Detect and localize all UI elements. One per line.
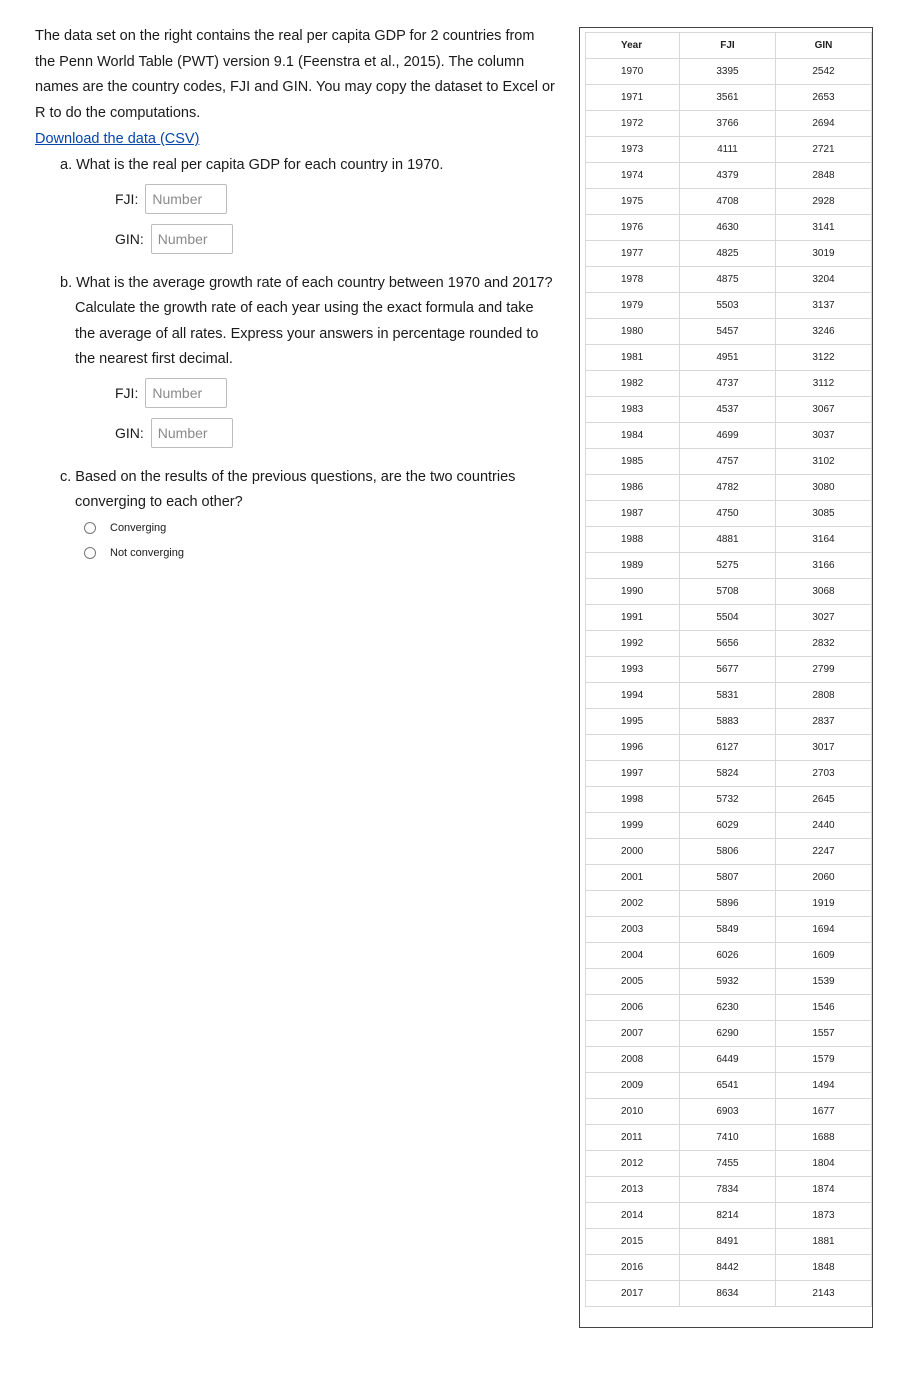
table-row <box>586 553 872 579</box>
header-fji: FJI <box>680 33 776 59</box>
cell-fji: 5807 <box>680 865 776 891</box>
cell-year: 1999 <box>586 813 680 839</box>
cell-year: 1984 <box>586 423 680 449</box>
cell-fji: 6127 <box>680 735 776 761</box>
table-body <box>586 59 872 1307</box>
question-b-fji-row <box>115 373 555 413</box>
cell-year: 1991 <box>586 605 680 631</box>
gdp-data-table <box>585 32 872 1307</box>
cell-year: 1976 <box>586 215 680 241</box>
cell-gin: 1919 <box>776 891 872 917</box>
cell-gin: 2694 <box>776 111 872 137</box>
cell-gin: 2542 <box>776 59 872 85</box>
cell-gin: 1881 <box>776 1229 872 1255</box>
cell-gin: 3068 <box>776 579 872 605</box>
cell-year: 1974 <box>586 163 680 189</box>
table-row <box>586 111 872 137</box>
cell-gin: 1694 <box>776 917 872 943</box>
question-a-gin-row <box>115 219 555 259</box>
cell-year: 2003 <box>586 917 680 943</box>
table-row <box>586 917 872 943</box>
cell-fji: 4699 <box>680 423 776 449</box>
cell-gin: 3137 <box>776 293 872 319</box>
cell-year: 2008 <box>586 1047 680 1073</box>
cell-year: 2014 <box>586 1203 680 1229</box>
cell-gin: 3019 <box>776 241 872 267</box>
cell-year: 1995 <box>586 709 680 735</box>
cell-fji: 8442 <box>680 1255 776 1281</box>
cell-year: 1986 <box>586 475 680 501</box>
table-row <box>586 735 872 761</box>
table-row <box>586 1229 872 1255</box>
cell-fji: 6026 <box>680 943 776 969</box>
cell-fji: 4875 <box>680 267 776 293</box>
cell-year: 1972 <box>586 111 680 137</box>
table-row <box>586 631 872 657</box>
cell-fji: 4757 <box>680 449 776 475</box>
cell-year: 1981 <box>586 345 680 371</box>
cell-gin: 3141 <box>776 215 872 241</box>
cell-year: 2005 <box>586 969 680 995</box>
radio-not-converging[interactable] <box>84 541 555 566</box>
cell-fji: 5806 <box>680 839 776 865</box>
cell-year: 2011 <box>586 1125 680 1151</box>
cell-year: 1988 <box>586 527 680 553</box>
cell-fji: 6029 <box>680 813 776 839</box>
cell-year: 1997 <box>586 761 680 787</box>
cell-year: 1998 <box>586 787 680 813</box>
cell-fji: 3561 <box>680 85 776 111</box>
cell-fji: 5883 <box>680 709 776 735</box>
cell-gin: 3080 <box>776 475 872 501</box>
cell-gin: 3102 <box>776 449 872 475</box>
cell-gin: 1494 <box>776 1073 872 1099</box>
cell-fji: 6541 <box>680 1073 776 1099</box>
table-row <box>586 397 872 423</box>
intro-text: The data set on the right contains the real per capita GDP for 2 countries from the Penn World Table (PWT) version 9.1 (Feenstra et al., 2015). The column names are the country codes, FJI and GIN. You may copy the dataset to Excel or R to do the computations. <box>35 28 555 121</box>
radio-label: Converging <box>110 522 167 534</box>
table-row <box>586 865 872 891</box>
cell-fji: 4630 <box>680 215 776 241</box>
cell-fji: 5656 <box>680 631 776 657</box>
cell-gin: 3027 <box>776 605 872 631</box>
cell-year: 1970 <box>586 59 680 85</box>
cell-gin: 3085 <box>776 501 872 527</box>
cell-gin: 2721 <box>776 137 872 163</box>
cell-gin: 1557 <box>776 1021 872 1047</box>
cell-gin: 2837 <box>776 709 872 735</box>
cell-fji: 5504 <box>680 605 776 631</box>
cell-gin: 2799 <box>776 657 872 683</box>
cell-gin: 1848 <box>776 1255 872 1281</box>
cell-year: 2010 <box>586 1099 680 1125</box>
table-row <box>586 85 872 111</box>
cell-fji: 4111 <box>680 137 776 163</box>
question-a-gin-input[interactable] <box>151 224 233 254</box>
table-row <box>586 501 872 527</box>
table-row <box>586 293 872 319</box>
table-row <box>586 787 872 813</box>
cell-gin: 2247 <box>776 839 872 865</box>
cell-year: 2013 <box>586 1177 680 1203</box>
cell-year: 1994 <box>586 683 680 709</box>
table-row <box>586 761 872 787</box>
download-csv-link[interactable]: Download the data (CSV) <box>35 131 200 147</box>
cell-fji: 8491 <box>680 1229 776 1255</box>
question-b-text: b. What is the average growth rate of each country between 1970 and 2017? Calculate the growth rate of each year using the exact formula and take the average of all rates. Express your answers in percentage rounded to the nearest first decimal. <box>60 274 553 367</box>
cell-gin: 1609 <box>776 943 872 969</box>
cell-fji: 7834 <box>680 1177 776 1203</box>
cell-gin: 1873 <box>776 1203 872 1229</box>
cell-gin: 3122 <box>776 345 872 371</box>
table-row <box>586 1151 872 1177</box>
table-row <box>586 59 872 85</box>
cell-year: 2006 <box>586 995 680 1021</box>
table-row <box>586 1047 872 1073</box>
cell-fji: 8214 <box>680 1203 776 1229</box>
fji-label: FJI: <box>115 190 139 207</box>
table-row <box>586 241 872 267</box>
table-row <box>586 1177 872 1203</box>
cell-year: 1971 <box>586 85 680 111</box>
cell-year: 1980 <box>586 319 680 345</box>
cell-fji: 5896 <box>680 891 776 917</box>
cell-fji: 5677 <box>680 657 776 683</box>
cell-year: 1993 <box>586 657 680 683</box>
cell-gin: 3164 <box>776 527 872 553</box>
cell-gin: 2832 <box>776 631 872 657</box>
table-row <box>586 267 872 293</box>
table-row <box>586 1255 872 1281</box>
table-row <box>586 1125 872 1151</box>
cell-fji: 3766 <box>680 111 776 137</box>
question-b-fji-input[interactable] <box>145 378 227 408</box>
cell-fji: 5708 <box>680 579 776 605</box>
cell-year: 2017 <box>586 1281 680 1307</box>
cell-fji: 6230 <box>680 995 776 1021</box>
table-row <box>586 137 872 163</box>
cell-gin: 3246 <box>776 319 872 345</box>
table-row <box>586 813 872 839</box>
question-a-fji-row <box>115 179 555 219</box>
cell-fji: 4737 <box>680 371 776 397</box>
table-row <box>586 163 872 189</box>
cell-gin: 1677 <box>776 1099 872 1125</box>
cell-gin: 1874 <box>776 1177 872 1203</box>
cell-year: 2007 <box>586 1021 680 1047</box>
cell-fji: 5932 <box>680 969 776 995</box>
table-row <box>586 1099 872 1125</box>
cell-year: 1992 <box>586 631 680 657</box>
cell-year: 1975 <box>586 189 680 215</box>
cell-fji: 6290 <box>680 1021 776 1047</box>
table-row <box>586 605 872 631</box>
table-row <box>586 683 872 709</box>
header-year: Year <box>586 33 680 59</box>
cell-year: 1977 <box>586 241 680 267</box>
cell-fji: 5275 <box>680 553 776 579</box>
cell-year: 2004 <box>586 943 680 969</box>
cell-fji: 4881 <box>680 527 776 553</box>
cell-fji: 5503 <box>680 293 776 319</box>
cell-year: 2016 <box>586 1255 680 1281</box>
cell-gin: 2440 <box>776 813 872 839</box>
cell-fji: 6449 <box>680 1047 776 1073</box>
cell-gin: 2703 <box>776 761 872 787</box>
table-row <box>586 943 872 969</box>
cell-fji: 5457 <box>680 319 776 345</box>
radio-button[interactable] <box>84 547 96 559</box>
cell-gin: 2060 <box>776 865 872 891</box>
cell-fji: 7455 <box>680 1151 776 1177</box>
radio-converging[interactable] <box>84 516 555 541</box>
table-row <box>586 189 872 215</box>
cell-fji: 5831 <box>680 683 776 709</box>
cell-gin: 1546 <box>776 995 872 1021</box>
cell-year: 1979 <box>586 293 680 319</box>
cell-fji: 4750 <box>680 501 776 527</box>
cell-year: 2015 <box>586 1229 680 1255</box>
table-row <box>586 1281 872 1307</box>
cell-year: 2009 <box>586 1073 680 1099</box>
cell-year: 2001 <box>586 865 680 891</box>
cell-fji: 4951 <box>680 345 776 371</box>
radio-button[interactable] <box>84 522 96 534</box>
cell-gin: 3017 <box>776 735 872 761</box>
cell-gin: 3067 <box>776 397 872 423</box>
cell-year: 1989 <box>586 553 680 579</box>
cell-gin: 3112 <box>776 371 872 397</box>
table-row <box>586 449 872 475</box>
cell-fji: 6903 <box>680 1099 776 1125</box>
table-header-row <box>586 33 872 59</box>
cell-fji: 4537 <box>680 397 776 423</box>
cell-year: 2000 <box>586 839 680 865</box>
cell-year: 2012 <box>586 1151 680 1177</box>
cell-gin: 1804 <box>776 1151 872 1177</box>
table-row <box>586 215 872 241</box>
cell-gin: 2653 <box>776 85 872 111</box>
table-row <box>586 319 872 345</box>
table-row <box>586 891 872 917</box>
cell-gin: 1579 <box>776 1047 872 1073</box>
cell-fji: 5824 <box>680 761 776 787</box>
cell-gin: 1539 <box>776 969 872 995</box>
table-row <box>586 839 872 865</box>
cell-year: 1985 <box>586 449 680 475</box>
cell-gin: 2848 <box>776 163 872 189</box>
cell-gin: 3037 <box>776 423 872 449</box>
table-row <box>586 709 872 735</box>
cell-year: 1973 <box>586 137 680 163</box>
cell-fji: 5732 <box>680 787 776 813</box>
table-row <box>586 371 872 397</box>
cell-fji: 4825 <box>680 241 776 267</box>
cell-fji: 3395 <box>680 59 776 85</box>
cell-fji: 4708 <box>680 189 776 215</box>
table-row <box>586 475 872 501</box>
question-a-text: a. What is the real per capita GDP for each country in 1970. <box>60 157 444 173</box>
radio-label: Not converging <box>110 547 184 559</box>
cell-year: 1982 <box>586 371 680 397</box>
cell-gin: 2143 <box>776 1281 872 1307</box>
question-a-fji-input[interactable] <box>145 184 227 214</box>
fji-label: FJI: <box>115 384 139 401</box>
table-row <box>586 657 872 683</box>
table-row <box>586 1021 872 1047</box>
cell-year: 2002 <box>586 891 680 917</box>
gin-label: GIN: <box>115 424 144 441</box>
cell-gin: 1688 <box>776 1125 872 1151</box>
cell-fji: 4782 <box>680 475 776 501</box>
data-table-container <box>579 27 873 1328</box>
gin-label: GIN: <box>115 230 144 247</box>
table-row <box>586 527 872 553</box>
cell-gin: 2928 <box>776 189 872 215</box>
question-b-gin-input[interactable] <box>151 418 233 448</box>
cell-gin: 3166 <box>776 553 872 579</box>
question-panel <box>35 24 555 566</box>
table-row <box>586 345 872 371</box>
table-row <box>586 995 872 1021</box>
cell-year: 1983 <box>586 397 680 423</box>
table-row <box>586 1203 872 1229</box>
question-b-gin-row <box>115 413 555 453</box>
cell-gin: 2645 <box>776 787 872 813</box>
table-row <box>586 579 872 605</box>
cell-gin: 2808 <box>776 683 872 709</box>
cell-year: 1978 <box>586 267 680 293</box>
cell-fji: 7410 <box>680 1125 776 1151</box>
table-row <box>586 969 872 995</box>
table-row <box>586 1073 872 1099</box>
cell-fji: 8634 <box>680 1281 776 1307</box>
cell-fji: 4379 <box>680 163 776 189</box>
header-gin: GIN <box>776 33 872 59</box>
cell-year: 1987 <box>586 501 680 527</box>
cell-fji: 5849 <box>680 917 776 943</box>
cell-year: 1996 <box>586 735 680 761</box>
cell-year: 1990 <box>586 579 680 605</box>
question-c-text: c. Based on the results of the previous questions, are the two countries converging to each other? <box>60 468 516 510</box>
table-row <box>586 423 872 449</box>
cell-gin: 3204 <box>776 267 872 293</box>
